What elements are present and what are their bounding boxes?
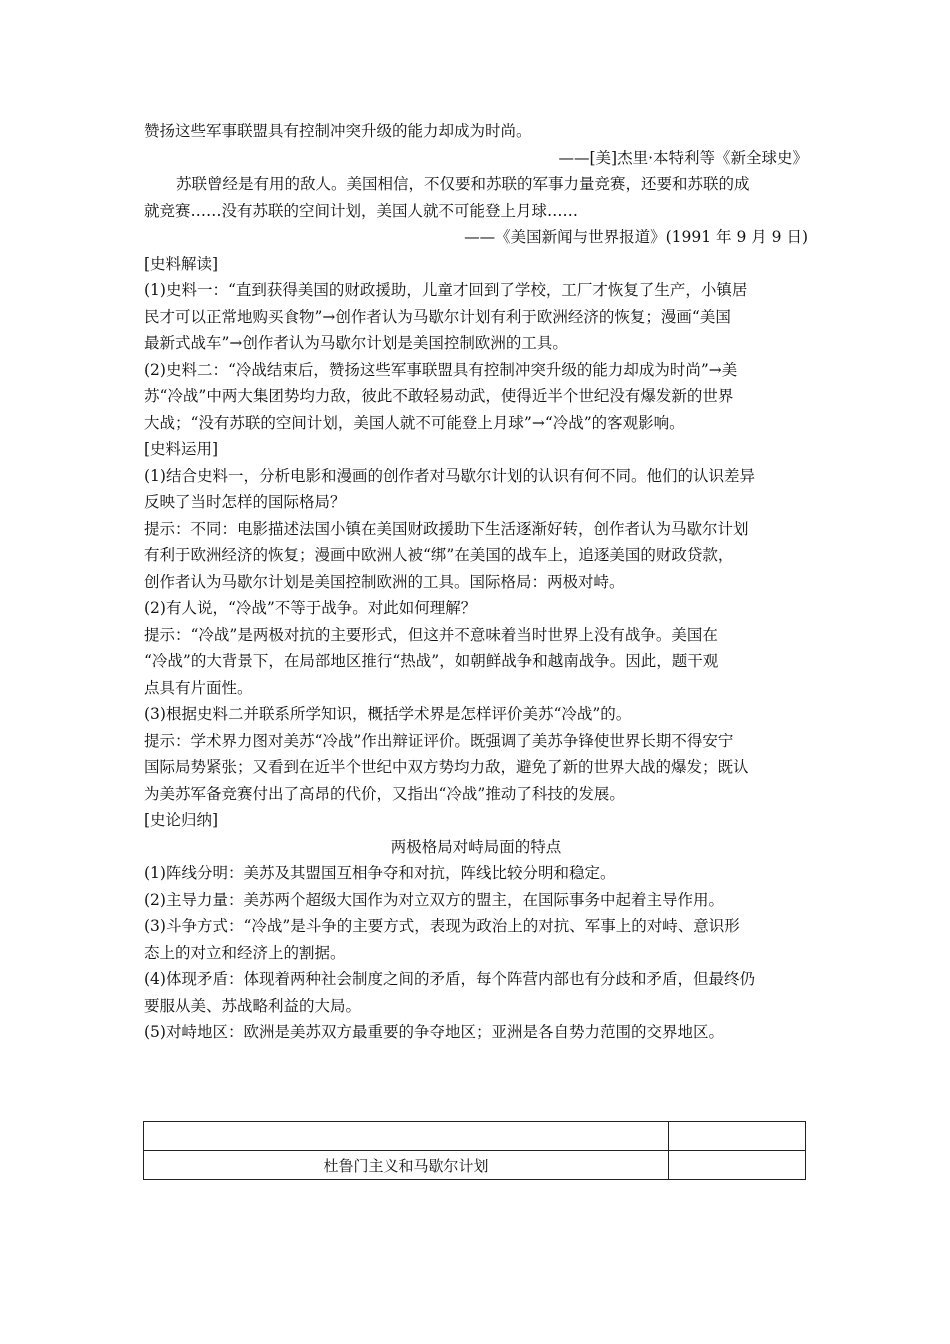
source-b-line: 就竞赛……没有苏联的空间计划，美国人就不可能登上月球…… [144, 201, 579, 220]
section-heading-summary: [史论归纳] [144, 811, 219, 829]
document-body [144, 118, 808, 1046]
summary-line: (3)斗争方式：“冷战”是斗争的主要方式，表现为政治上的对抗、军事上的对峙、意识形 [144, 917, 740, 935]
summary-line: 要服从美、苏战略利益的大局。 [144, 996, 362, 1015]
paragraph-line: (2)史料二：“冷战结束后，赞扬这些军事联盟具有控制冲突升级的能力却成为时尚”→美 [144, 360, 738, 379]
paragraph-line: 大战；“没有苏联的空间计划，美国人就不可能登上月球”→“冷战”的客观影响。 [144, 413, 685, 432]
source-a-tail: 赞扬这些军事联盟具有控制冲突升级的能力却成为时尚。 [144, 122, 532, 140]
answer-line: 提示：学术界力图对美苏“冷战”作出辩证评价。既强调了美苏争锋使世界长期不得安宁 [144, 731, 734, 750]
table-cell: 杜鲁门主义和马歇尔计划 [144, 1151, 669, 1180]
question-line: (3)根据史料二并联系所学知识，概括学术界是怎样评价美苏“冷战”的。 [144, 705, 632, 723]
answer-line: 点具有片面性。 [144, 678, 253, 697]
paragraph-line: 最新式战车”→创作者认为马歇尔计划是美国控制欧洲的工具。 [144, 334, 568, 352]
table-row [144, 1151, 806, 1180]
paragraph-line: (1)史料一：“直到获得美国的财政援助，儿童才回到了学校，工厂才恢复了生产，小镇居 [144, 281, 748, 299]
topic-table [143, 1121, 806, 1180]
summary-line: (5)对峙地区：欧洲是美苏双方最重要的争夺地区；亚洲是各自势力范围的交界地区。 [144, 1023, 724, 1041]
source-b-citation: ——《美国新闻与世界报道》(1991 年 9 月 9 日) [464, 228, 808, 246]
table-cell [669, 1151, 806, 1180]
answer-line: 创作者认为马歇尔计划是美国控制欧洲的工具。国际格局：两极对峙。 [144, 572, 625, 591]
source-a-citation: ——[美]杰里·本特利等《新全球史》 [558, 148, 808, 167]
answer-line: 提示：“冷战”是两极对抗的主要形式，但这并不意味着当时世界上没有战争。美国在 [144, 625, 718, 644]
paragraph-line: 民才可以正常地购买食物”→创作者认为马歇尔计划有利于欧洲经济的恢复；漫画“美国 [144, 307, 731, 326]
question-line: (2)有人说，“冷战”不等于战争。对此如何理解？ [144, 599, 477, 617]
summary-line: 态上的对立和经济上的割据。 [144, 943, 346, 962]
answer-line: 国际局势紧张；又看到在近半个世纪中双方势均力敌，避免了新的世界大战的爆发；既认 [144, 758, 749, 776]
answer-line: 有利于欧洲经济的恢复；漫画中欧洲人被“绑”在美国的战车上，追逐美国的财政贷款， [144, 546, 734, 564]
table-cell [669, 1122, 806, 1151]
answer-line: 为美苏军备竞赛付出了高昂的代价，又指出“冷战”推动了科技的发展。 [144, 784, 625, 803]
question-line: (1)结合史料一，分析电影和漫画的创作者对马歇尔计划的认识有何不同。他们的认识差异 [144, 466, 755, 485]
question-line: 反映了当时怎样的国际格局？ [144, 493, 346, 511]
section-heading-application: [史料运用] [144, 440, 219, 458]
table-row [144, 1122, 806, 1151]
answer-line: “冷战”的大背景下，在局部地区推行“热战”，如朝鲜战争和越南战争。因此，题干观 [144, 652, 719, 670]
summary-title: 两极格局对峙局面的特点 [390, 837, 562, 856]
paragraph-line: 苏“冷战”中两大集团势均力敌，彼此不敢轻易动武，使得近半个世纪没有爆发新的世界 [144, 387, 734, 405]
summary-line: (1)阵线分明：美苏及其盟国互相争夺和对抗，阵线比较分明和稳定。 [144, 864, 616, 882]
section-heading-interpretation: [史料解读] [144, 254, 219, 273]
summary-line: (4)体现矛盾：体现着两种社会制度之间的矛盾，每个阵营内部也有分歧和矛盾，但最终仍 [144, 970, 755, 988]
table-cell [144, 1122, 669, 1151]
summary-line: (2)主导力量：美苏两个超级大国作为对立双方的盟主，在国际事务中起着主导作用。 [144, 890, 724, 909]
answer-line: 提示：不同：电影描述法国小镇在美国财政援助下生活逐渐好转，创作者认为马歇尔计划 [144, 519, 749, 538]
source-b-line: 苏联曾经是有用的敌人。美国相信，不仅要和苏联的军事力量竞赛，还要和苏联的成 [176, 175, 750, 193]
